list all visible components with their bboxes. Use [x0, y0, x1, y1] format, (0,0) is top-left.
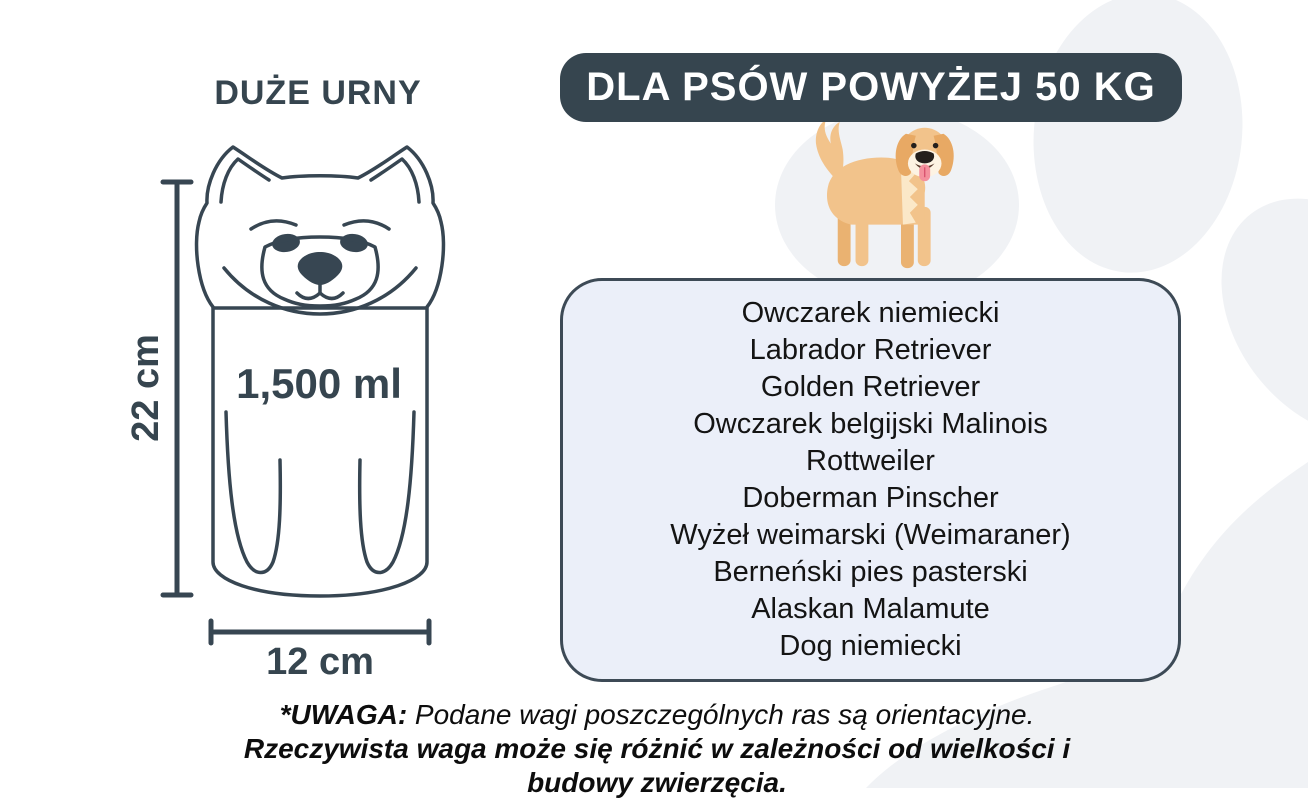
dog-eye — [933, 143, 939, 149]
breed-item: Wyżeł weimarski (Weimaraner) — [670, 519, 1071, 551]
breed-item: Rottweiler — [806, 445, 935, 477]
height-dimension-line — [163, 182, 191, 595]
breed-item: Owczarek belgijski Malinois — [693, 408, 1048, 440]
footnote — [232, 698, 1082, 800]
breed-item: Owczarek niemiecki — [741, 297, 1000, 329]
width-dimension-line — [211, 621, 429, 643]
urn-eyebrow — [344, 221, 389, 229]
footnote-body: Podane wagi poszczególnych ras są orientacyjne. — [414, 699, 1035, 730]
footnote-emphasis: waga może się różnić w zależności od wielkości i budowy zwierzęcia. — [416, 733, 1071, 798]
urn-mouth — [297, 293, 343, 299]
width-label: 12 cm — [266, 641, 374, 683]
breed-item: Alaskan Malamute — [751, 593, 990, 625]
urn-paw-curve — [226, 412, 280, 573]
breed-item: Labrador Retriever — [749, 334, 992, 366]
breed-item: Doberman Pinscher — [742, 482, 999, 514]
dog-urn-outline-illustration — [110, 112, 470, 712]
footnote-prefix: *UWAGA: — [279, 699, 415, 730]
urn-section-title: DUŻE URNY — [214, 74, 422, 112]
urn-eyebrow — [251, 221, 296, 229]
breed-item: Golden Retriever — [760, 371, 981, 403]
breed-item: Berneński pies pasterski — [713, 556, 1028, 588]
urn-nose — [298, 252, 343, 285]
breed-list — [560, 278, 1181, 682]
urn-paw-curve — [360, 412, 414, 573]
height-label: 22 cm — [125, 334, 167, 442]
golden-retriever-illustration — [765, 110, 1035, 280]
weight-banner — [560, 53, 1182, 122]
paw-toe-icon — [1020, 0, 1256, 283]
dog-eye — [911, 143, 917, 149]
footnote-emphasis-lead: Rzeczywista — [243, 733, 417, 764]
weight-banner-label: DLA PSÓW POWYŻEJ 50 KG — [586, 65, 1156, 109]
breed-item: Dog niemiecki — [779, 630, 962, 662]
capacity-label: 1,500 ml — [236, 360, 402, 407]
urn-body-outline — [213, 308, 427, 596]
